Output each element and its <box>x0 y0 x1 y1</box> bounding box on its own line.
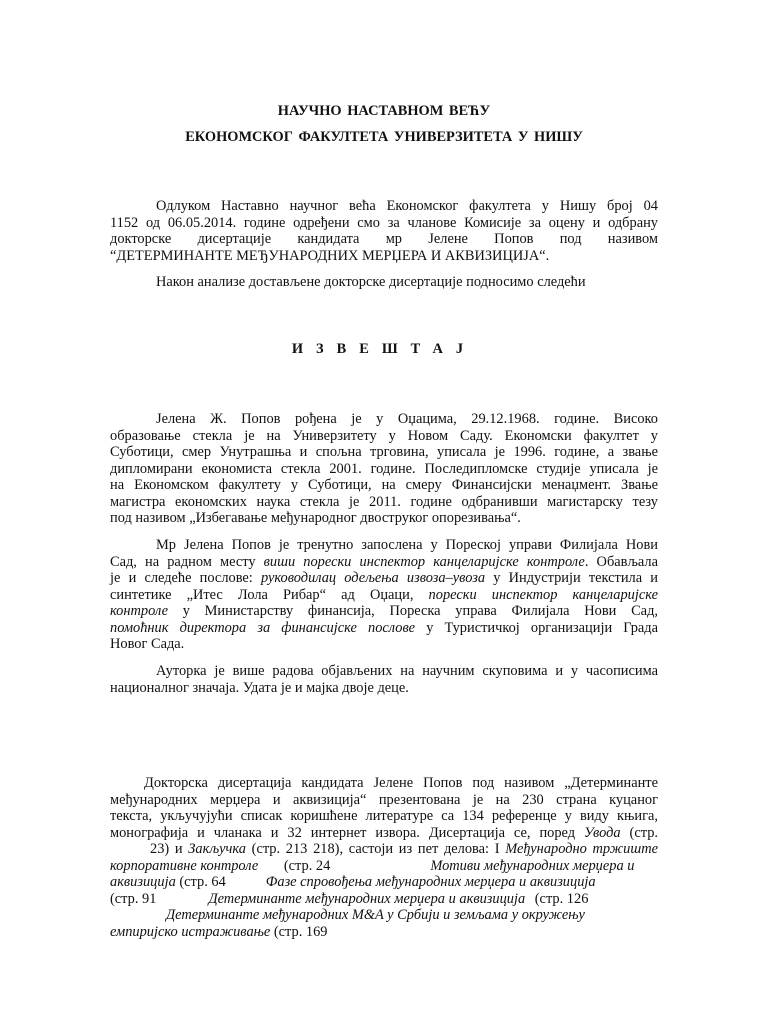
text-line <box>110 907 658 924</box>
section-name-text: Детерминанте међународних M&A у Србији и земљама у окружењу <box>166 907 585 923</box>
biography-paragraph-2 <box>110 537 658 653</box>
biography-paragraph-1 <box>110 411 658 527</box>
text-span: (стр. <box>620 824 658 841</box>
text-span: монографија и чланака и 32 интернет извора. Дисертација се, поред <box>110 824 585 841</box>
text-line: Докторска дисертација кандидата Јелене Попов под називом „Детерминанте <box>144 775 658 791</box>
section-name-text: Међународно тржиште <box>505 841 658 857</box>
job-title-text: руководилац одељења извоза–увоза <box>260 570 486 586</box>
text-line: дипломирани економиста стекла 2001. године. Последипломске студије уписала је <box>110 460 658 477</box>
text-line: текста, укључујући списак коришћене литературе са 134 референце у виду књига, <box>110 808 658 824</box>
text-line <box>110 570 658 587</box>
section-name-text: аквизиција <box>110 874 176 890</box>
biography-paragraph-3 <box>110 663 658 696</box>
text-span: у Министарству финансија, Пореска управа Филијала Нови Сад, <box>167 603 658 619</box>
text-line <box>110 874 658 891</box>
section-name-text: корпоративне контроле <box>110 857 259 874</box>
text-span: (стр. 213 218), састоји из пет делова: I <box>245 841 506 857</box>
section-name-text: Фазе спровођења међународних мерџера и аквизиција <box>265 874 596 890</box>
text-line <box>110 603 658 620</box>
addressee-line-2: ЕКОНОМСКОГ ФАКУЛТЕТА УНИВЕРЗИТЕТА У НИШУ <box>185 129 583 145</box>
text-line <box>110 825 658 842</box>
text-span: у Туристичкој организацији Града <box>415 619 658 636</box>
text-line <box>110 924 658 941</box>
text-line: Суботици, смер Унутрашња и спољна трговина, уписала је 1996. године, а звање <box>110 444 658 460</box>
job-title-text: порески инспектор канцеларијске <box>428 586 658 603</box>
text-span: (стр. 91 <box>110 890 157 907</box>
text-line: Мр Јелена Попов је тренутно запослена у Пореској управи Филијала Нови <box>156 537 658 553</box>
text-line: магистра економских наука стекла је 2011. године одбранивши магистарску тезу <box>110 493 658 510</box>
text-span: . Обављала <box>584 553 658 570</box>
section-name-text: Детерминанте међународних мерџера и аквизиција <box>208 890 526 907</box>
text-line: националног значаја. Удата је и мајка двоје деце. <box>110 679 409 696</box>
dissertation-paragraph <box>110 775 658 940</box>
text-span: Сад, на радном месту <box>110 553 264 570</box>
text-line <box>110 620 658 637</box>
text-span: (стр. 24 <box>280 857 331 874</box>
text-line: на Економском факултету у Суботици, на смеру Финансијски менаџмент. Звање <box>110 477 658 493</box>
section-name-text: Мотиви међународних мерџера и <box>430 857 635 874</box>
text-span: у Индустрији текстила и <box>485 570 658 586</box>
text-line: Ауторка је више радова објављених на научним скуповима и у часописима <box>156 663 658 679</box>
text-line <box>110 841 658 858</box>
text-line: Јелена Ж. Попов рођена је у Оџацима, 29.12.1968. године. Високо <box>156 411 658 427</box>
section-name-text: емпиријско истраживање <box>110 923 271 940</box>
job-title-text: контроле <box>110 603 168 619</box>
text-span: је и следеће послове: <box>110 570 261 586</box>
text-line: 1152 од 06.05.2014. године одређени смо за чланове Комисије за оцену и одбрану <box>110 214 658 231</box>
text-span: (стр. 126 <box>531 890 589 907</box>
addressee-line-1: НАУЧНО НАСТАВНОМ ВЕЋУ <box>277 103 491 119</box>
text-line: докторске дисертације кандидата мр Јелене Попов под називом <box>110 231 658 247</box>
text-line <box>110 554 658 571</box>
text-line <box>110 587 658 604</box>
text-line: “ДЕТЕРМИНАНТЕ МЕЂУНАРОДНИХ МЕРЏЕРА И АКВИЗИЦИЈА“. <box>110 247 550 264</box>
section-name-text: Увода <box>584 824 621 841</box>
text-line: образовање стекла је на Универзитету у Новом Саду. Економски факултет у <box>110 427 658 444</box>
text-span: синтетике „Итес Лола Рибар“ ад Оџаци, <box>110 586 429 603</box>
text-line <box>110 858 658 875</box>
job-title-text: помоћник директора за финансијске послове <box>110 619 416 636</box>
text-line: Новог Сада. <box>110 636 185 652</box>
report-title: ИЗВЕШТАЈ <box>291 341 477 357</box>
text-line <box>110 891 658 908</box>
text-line: међународних мерџера и аквизиција“ презентована је на 230 страна куцаног <box>110 791 658 808</box>
text-span: (стр. 64 <box>175 874 226 890</box>
intro-closing-line <box>110 274 658 291</box>
text-line: Након анализе достављене докторске дисертације подносимо следећи <box>156 274 586 290</box>
text-span: (стр. 169 <box>270 923 328 940</box>
job-title-text: виши порески инспектор канцеларијске контроле <box>263 553 585 570</box>
text-line: под називом „Избегавање међународног двоструког опорезивања“. <box>110 510 521 526</box>
text-line: Одлуком Наставно научног већа Економског факултета у Нишу број 04 <box>156 198 658 214</box>
intro-paragraph <box>110 198 658 264</box>
section-name-text: Закључка <box>188 841 246 857</box>
text-span: 23) и <box>150 841 189 857</box>
